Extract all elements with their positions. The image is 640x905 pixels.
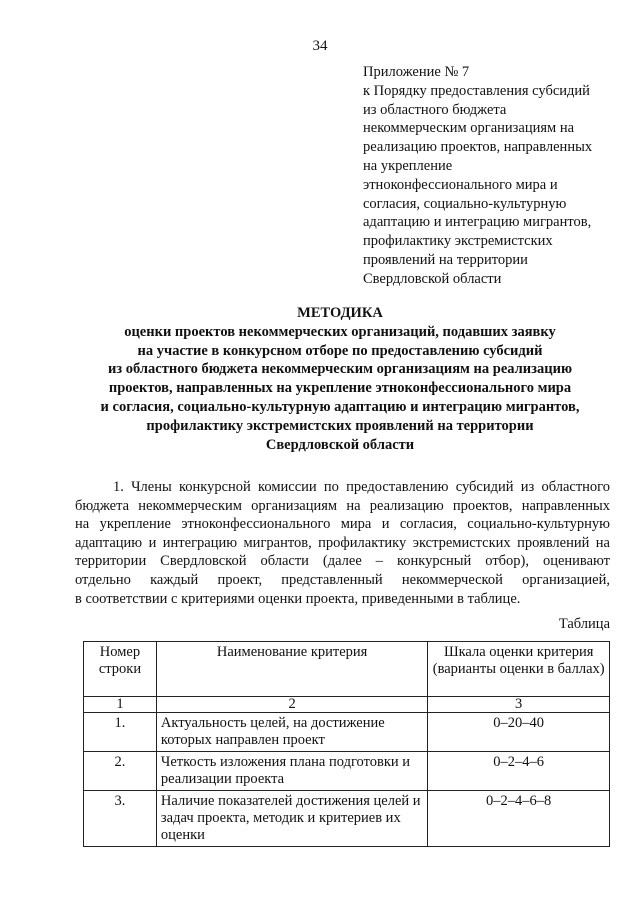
title-line: МЕТОДИКА [297, 305, 383, 321]
title-line: проектов, направленных на укрепление этноконфессионального мира [108, 380, 572, 397]
paragraph-line: отдельно каждый проект, представленный некоммерческой организацией, [75, 571, 610, 588]
row-criterion: Четкость изложения плана подготовки и реализации проекта [156, 752, 427, 791]
paragraph-line: адаптацию и интеграцию мигрантов, профилактику экстремистских проявлений на [75, 534, 610, 551]
table-caption: Таблица [558, 616, 610, 632]
title-line: Свердловской области [265, 436, 415, 453]
table-row [84, 713, 610, 752]
title-line: из областного бюджета некоммерческим организациям на реализацию [107, 361, 573, 378]
row-number: 3. [84, 791, 157, 847]
page-number: 34 [312, 38, 328, 54]
header-scale: Шкала оценки критерия (варианты оценки в баллах) [428, 642, 610, 697]
paragraph-line: на укрепление этноконфессионального мира и согласия, социально-культурную [75, 516, 610, 533]
row-scale: 0–2–4–6–8 [428, 791, 610, 847]
table-header-row [84, 642, 610, 697]
paragraph-line: 1. Члены конкурсной комиссии по предоставлению субсидий из областного [113, 479, 610, 495]
title-line: профилактику экстремистских проявлений на территории [146, 417, 534, 434]
title-line: оценки проектов некоммерческих организаций, подавших заявку [124, 323, 556, 340]
row-criterion: Наличие показателей достижения целей и задач проекта, методик и критериев их оценки [156, 791, 427, 847]
appendix-line: профилактику экстремистских [363, 233, 553, 250]
paragraph-line: территории Свердловской области (далее – конкурсный отбор), оценивают [75, 553, 610, 570]
row-scale: 0–20–40 [428, 713, 610, 752]
appendix-line: адаптацию и интеграцию мигрантов, [363, 214, 592, 231]
appendix-line: некоммерческим организациям на [363, 120, 575, 137]
appendix-line: проявлений на территории [363, 251, 528, 268]
row-number: 2. [84, 752, 157, 791]
header-number: Номер строки [84, 642, 157, 697]
title-line: на участие в конкурсном отборе по предоставлению субсидий [137, 342, 543, 359]
appendix-line: согласия, социально-культурную [363, 195, 567, 212]
table-row [84, 791, 610, 847]
appendix-line: Свердловской области [363, 270, 502, 287]
table-index-row [84, 697, 610, 713]
index-cell: 3 [428, 697, 610, 713]
appendix-line: реализацию проектов, направленных [363, 139, 593, 156]
table-row [84, 752, 610, 791]
title-line: и согласия, социально-культурную адаптацию и интеграцию мигрантов, [100, 398, 580, 415]
index-cell: 2 [156, 697, 427, 713]
appendix-header [363, 63, 613, 289]
row-criterion: Актуальность целей, на достижение которых направлен проект [156, 713, 427, 752]
row-scale: 0–2–4–6 [428, 752, 610, 791]
row-number: 1. [84, 713, 157, 752]
appendix-line: Приложение № 7 [363, 64, 470, 80]
paragraph-line: бюджета некоммерческим организациям на реализацию проектов, направленных [75, 497, 610, 514]
appendix-line: к Порядку предоставления субсидий [363, 82, 590, 99]
appendix-line: из областного бюджета [363, 101, 507, 118]
document-title [0, 304, 640, 454]
header-name: Наименование критерия [156, 642, 427, 697]
criteria-table [83, 641, 610, 847]
paragraph-line: в соответствии с критериями оценки проекта, приведенными в таблице. [75, 590, 521, 607]
paragraph-1 [75, 478, 610, 608]
index-cell: 1 [84, 697, 157, 713]
appendix-line: на укрепление [363, 157, 453, 174]
appendix-line: этноконфессионального мира и [363, 176, 558, 193]
